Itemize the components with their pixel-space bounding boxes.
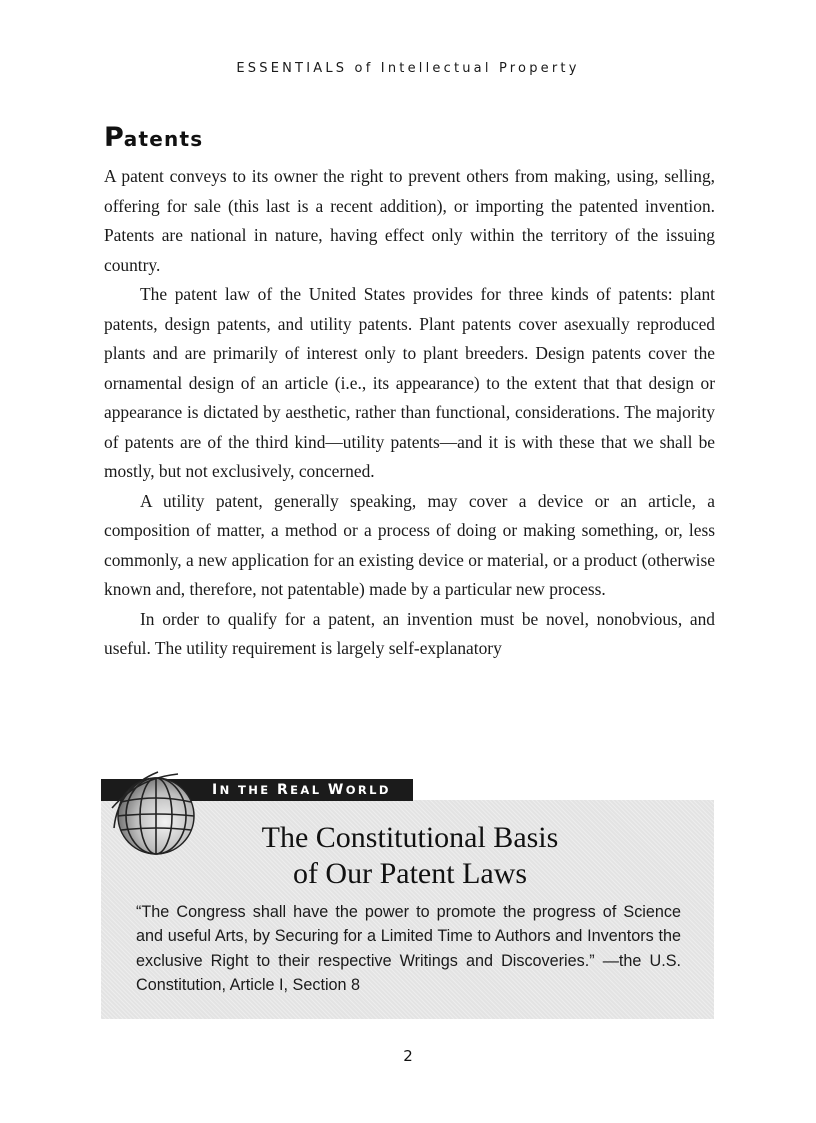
sidebar-label-part: ORLD <box>345 783 391 797</box>
paragraph: A patent conveys to its owner the right to prevent others from making, using, selling, offering for sale (this last is a recent addition), or importing the patented invention. Patents are national in nature, having effect only within the territory of the issuing country. <box>104 166 715 275</box>
sidebar-label-part: EAL <box>290 783 328 797</box>
section-heading-initial: P <box>104 122 124 153</box>
sidebar-label-part: I <box>212 782 220 798</box>
running-head: ESSENTIALS of Intellectual Property <box>236 61 580 76</box>
section-heading <box>104 122 203 153</box>
paragraph: A utility patent, generally speaking, may cover a device or an article, a composition of matter, a method or a process of doing or making something, or, less commonly, a new application for an existing device or material, or a product (otherwise known and, therefore, not patentable) made by a particular new process. <box>104 490 715 599</box>
sidebar-label <box>212 781 391 799</box>
sidebar-label-part: R <box>276 782 291 798</box>
sidebar-title-line: The Constitutional Basis <box>261 821 559 854</box>
sidebar-label-part: W <box>327 782 346 798</box>
sidebar-title <box>180 820 640 892</box>
sidebar-title-line: of Our Patent Laws <box>292 857 528 890</box>
paragraph: The patent law of the United States provides for three kinds of patents: plant patents, design patents, and utility patents. Plant patents cover asexually reproduced plants and are primarily of interest only to plant breeders. Design patents cover the ornamental design of an article (i.e., its appearance) to the extent that that design or appearance is dictated by aesthetic, rather than functional, considerations. The majority of patents are of the third kind—utility patents—and it is with these that we shall be mostly, but not exclusively, concerned. <box>104 284 715 481</box>
paragraph: In order to qualify for a patent, an invention must be novel, nonobvious, and useful. The utility requirement is largely self-explanatory <box>104 608 715 658</box>
sidebar-quote: “The Congress shall have the power to promote the progress of Science and useful Arts, by Securing for a Limited Time to Authors and Inventors the exclusive Right to their respective Writings and Discoveries.” —the U.S. Constitution, Article I, Section 8 <box>136 903 681 995</box>
body-text <box>104 162 715 664</box>
section-heading-rest: atents <box>123 127 204 151</box>
page-number: 2 <box>403 1047 413 1065</box>
sidebar-label-part: N THE <box>219 783 277 797</box>
